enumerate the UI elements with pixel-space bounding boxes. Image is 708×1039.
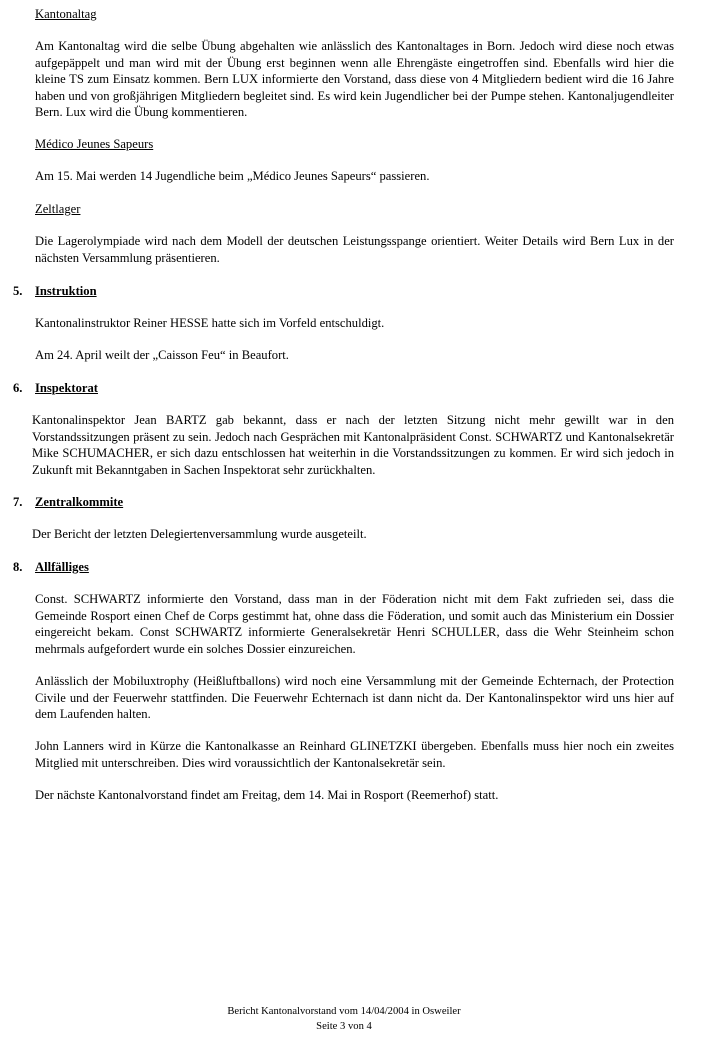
section-number-6: 6. [13,381,23,395]
paragraph-zeltlager: Die Lagerolympiade wird nach dem Modell der deutschen Leistungsspange orientiert. Weiter Details wird Bern Lux in der nächsten Versammlung präsentieren. [35,234,674,265]
section-title-inspektorat: Inspektorat [35,381,98,395]
subheading-zeltlager: Zeltlager [35,202,81,216]
footer-page-sep: von [347,1021,364,1032]
paragraph-instruktion-2: Am 24. April weilt der „Caisson Feu“ in Beaufort. [35,348,289,362]
footer-page-current: 3 [340,1021,346,1032]
paragraph-allfaelliges-4: Der nächste Kantonalvorstand findet am Freitag, dem 14. Mai in Rosport (Reemerhof) statt. [35,788,499,802]
section-number-8: 8. [13,560,23,574]
section-number-7: 7. [13,495,23,509]
paragraph-instruktion-1: Kantonalinstruktor Reiner HESSE hatte sich im Vorfeld entschuldigt. [35,316,385,330]
section-title-instruktion: Instruktion [35,284,97,298]
section-number-5: 5. [13,284,23,298]
paragraph-allfaelliges-2: Anlässlich der Mobiluxtrophy (Heißluftballons) wird noch eine Versammlung mit der Gemeinde Echternach, der Protection Civile und der Feuerwehr stattfinden. Die Feuerwehr Echternach ist dann nicht da. Der Kantonalinspektor wird uns hier auf dem Laufenden halten. [35,674,674,721]
subheading-kantonaltag: Kantonaltag [35,7,97,21]
section-title-zentralkommite: Zentralkommite [35,495,124,509]
section-title-allfaelliges: Allfälliges [35,560,89,574]
paragraph-zentralkommite: Der Bericht der letzten Delegiertenversammlung wurde ausgeteilt. [32,527,367,541]
paragraph-inspektorat: Kantonalinspektor Jean BARTZ gab bekannt, dass er nach der letzten Sitzung nicht mehr gewillt war in den Vorstandssitzungen präsent zu sein. Jedoch nach Gesprächen mit Kantonalpräsident Const. SCHWARTZ und Kantonalsekretär Mike SCHUMACHER, er sich dazu entschlossen hat weiterhin in die Vorstandssitzungen zu kommen. Er wird sich jedoch in Zukunft mit Bekanntgaben in Sachen Inspektorat sehr zurückhalten. [32,413,674,477]
footer-page-prefix: Seite [316,1021,338,1032]
paragraph-allfaelliges-3: John Lanners wird in Kürze die Kantonalkasse an Reinhard GLINETZKI übergeben. Ebenfalls muss hier noch ein zweites Mitglied mit unterschreiben. Dies wird voraussichtlich der Kantonalsekretär sein. [35,739,674,770]
footer-report-title: Bericht Kantonalvorstand vom 14/04/2004 in Osweiler [227,1006,461,1017]
footer-page-number [0,1020,688,1034]
paragraph-kantonaltag: Am Kantonaltag wird die selbe Übung abgehalten wie anlässlich des Kantonaltages in Born. Jedoch wird diese noch etwas aufgepäppelt und man wird mit der Übung erst beginnen wenn alle Ehrengäste eingetroffen sind. Ebenfalls wird hier die kleine TS zum Einsatz kommen. Bern LUX informierte den Vorstand, dass diese von 4 Mitgliedern bedient wird die 16 Jahre haben und von großjährigen Mitgliedern begleitet sind. Es wird kein Jugendlicher bei der Pumpe stehen. Kantonaljugendleiter Bern. Lux wird die Übung kommentieren. [35,39,674,119]
footer-page-total: 4 [366,1021,372,1032]
subheading-medico: Médico Jeunes Sapeurs [35,137,154,151]
paragraph-allfaelliges-1: Const. SCHWARTZ informierte den Vorstand, dass man in der Föderation nicht mit dem Fakt zufrieden sei, dass die Gemeinde Rosport einen Chef de Corps gestimmt hat, ohne dass die Föderation, und somit auch das Ministerium ein Dossier eingereicht bekam. Const SCHWARTZ informierte Generalsekretär Henri SCHULLER, dass die Wehr Steinheim schon mehrmals aufgefordert wurde ein solches Dossier einzureichen. [35,592,674,656]
paragraph-medico: Am 15. Mai werden 14 Jugendliche beim „Médico Jeunes Sapeurs“ passieren. [35,169,430,183]
